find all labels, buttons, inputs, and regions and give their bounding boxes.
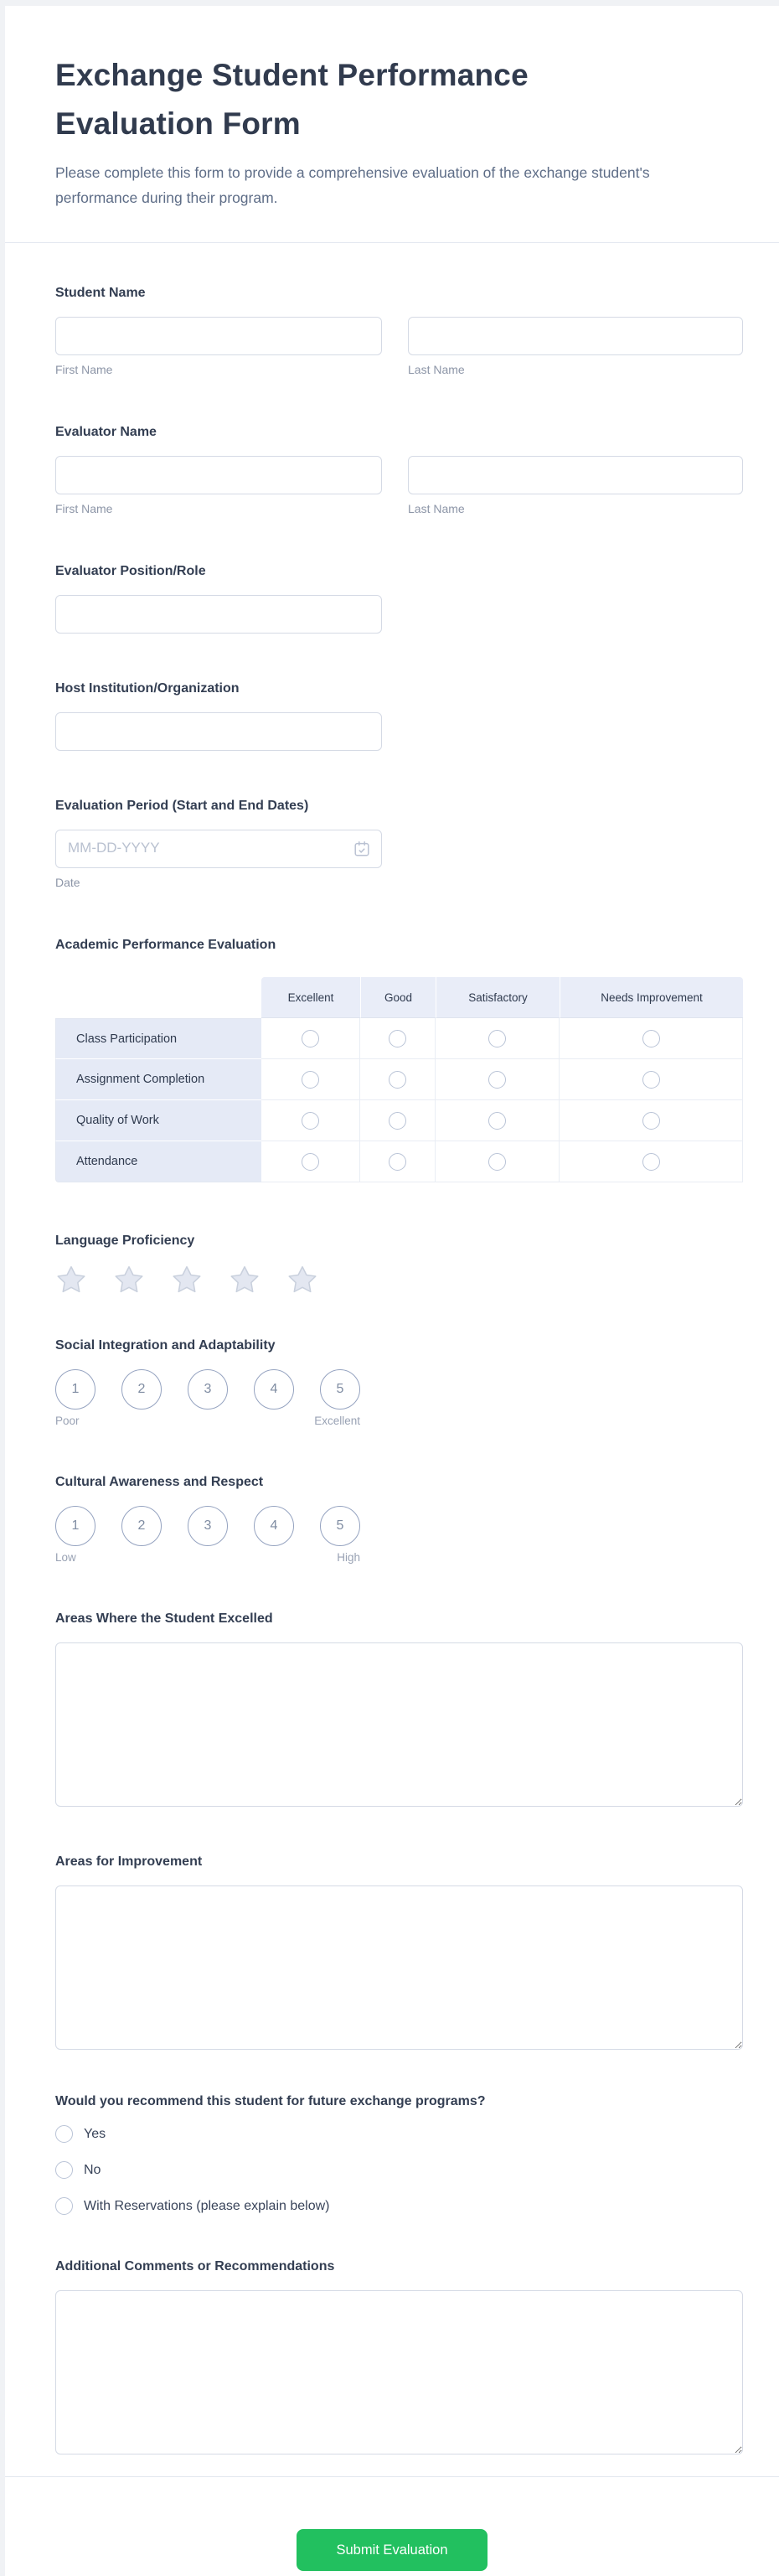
scale-option[interactable]: 3 [188,1369,228,1410]
radio-label: No [84,2163,101,2177]
matrix-cell [360,1141,436,1182]
matrix-row-header: Quality of Work [55,1100,261,1141]
matrix-radio[interactable] [642,1030,660,1047]
field-recommend [55,2093,743,2215]
matrix-radio[interactable] [488,1030,506,1047]
field-label: Host Institution/Organization [55,681,240,696]
field-label: Areas for Improvement [55,1854,203,1869]
star-icon[interactable] [229,1265,261,1296]
evaluator-last-name-input[interactable] [408,456,743,494]
star-icon[interactable] [55,1265,87,1296]
matrix-cell [436,1141,560,1182]
matrix-radio[interactable] [389,1153,406,1171]
field-student-name [55,285,743,377]
numeric-scale [55,1506,743,1546]
radio-option-yes[interactable] [55,2125,743,2143]
matrix-radio[interactable] [642,1112,660,1130]
form-body [5,285,779,2454]
radio-option-with-reservations[interactable] [55,2197,743,2215]
matrix-cell [560,1059,743,1100]
field-areas-improvement [55,1854,743,2050]
page-title: Exchange Student Performance Evaluation Form [55,58,529,141]
scale-option[interactable]: 4 [254,1369,294,1410]
field-label: Social Integration and Adaptability [55,1338,276,1353]
last-name-sublabel: Last Name [408,363,465,376]
matrix-radio[interactable] [302,1153,319,1171]
student-first-name-input[interactable] [55,317,382,355]
field-label: Cultural Awareness and Respect [55,1475,264,1489]
star-icon[interactable] [286,1265,318,1296]
scale-option[interactable]: 5 [320,1369,360,1410]
field-language-proficiency [55,1233,743,1296]
field-label: Student Name [55,286,146,300]
first-name-sublabel: First Name [55,363,113,376]
matrix-radio[interactable] [488,1071,506,1089]
matrix-radio[interactable] [488,1153,506,1171]
field-evaluator-name [55,424,743,516]
field-academic-matrix [55,937,743,1182]
evaluator-first-name-input[interactable] [55,456,382,494]
star-icon[interactable] [113,1265,145,1296]
scale-left-label: Low [55,1551,76,1564]
matrix-cell [560,1018,743,1059]
matrix-row-header: Assignment Completion [55,1059,261,1100]
field-label: Academic Performance Evaluation [55,938,276,952]
matrix-corner-cell [55,977,261,1018]
matrix-row-header: Class Participation [55,1018,261,1059]
matrix-radio[interactable] [488,1112,506,1130]
field-host-institution [55,680,743,751]
matrix-radio[interactable] [642,1153,660,1171]
last-name-sublabel: Last Name [408,502,465,515]
field-label: Would you recommend this student for future exchange programs? [55,2094,486,2108]
matrix-radio[interactable] [389,1112,406,1130]
star-rating [55,1265,743,1296]
field-label: Additional Comments or Recommendations [55,2259,335,2273]
field-label: Language Proficiency [55,1234,195,1248]
additional-comments-textarea[interactable] [55,2290,743,2454]
field-additional-comments [55,2258,743,2454]
matrix-cell [360,1018,436,1059]
matrix-cell [560,1100,743,1141]
matrix-radio[interactable] [642,1071,660,1089]
form-card [5,6,779,2576]
star-icon[interactable] [171,1265,203,1296]
field-label: Evaluator Position/Role [55,564,206,578]
evaluation-date-input[interactable] [55,830,382,868]
matrix-radio[interactable] [302,1030,319,1047]
scale-left-label: Poor [55,1415,80,1427]
matrix-row-header: Attendance [55,1141,261,1182]
field-label: Areas Where the Student Excelled [55,1611,273,1626]
areas-improvement-textarea[interactable] [55,1885,743,2050]
evaluator-position-input[interactable] [55,595,382,634]
matrix-cell [261,1018,360,1059]
matrix-cell [436,1059,560,1100]
date-sublabel: Date [55,876,80,889]
radio-icon[interactable] [55,2161,73,2179]
field-label: Evaluation Period (Start and End Dates) [55,799,309,813]
areas-excelled-textarea[interactable] [55,1642,743,1807]
field-label: Evaluator Name [55,425,157,439]
matrix-column-header: Needs Improvement [560,977,743,1018]
form-description: Please complete this form to provide a comprehensive evaluation of the exchange student's performance during their program. [55,164,650,206]
radio-label: Yes [84,2127,106,2141]
field-evaluator-position [55,563,743,634]
first-name-sublabel: First Name [55,502,113,515]
matrix-cell [261,1141,360,1182]
matrix-radio[interactable] [389,1071,406,1089]
scale-option[interactable]: 3 [188,1506,228,1546]
form-header [5,51,779,210]
divider [5,2476,779,2477]
field-evaluation-period [55,798,743,890]
field-areas-excelled [55,1611,743,1807]
student-last-name-input[interactable] [408,317,743,355]
radio-label: With Reservations (please explain below) [84,2199,330,2213]
evaluation-matrix [55,977,743,1182]
divider [5,242,779,243]
matrix-cell [360,1100,436,1141]
numeric-scale [55,1369,743,1410]
matrix-cell [560,1141,743,1182]
scale-option[interactable]: 5 [320,1506,360,1546]
scale-option[interactable]: 1 [55,1369,95,1410]
scale-option[interactable]: 1 [55,1506,95,1546]
radio-icon[interactable] [55,2125,73,2143]
scale-option[interactable]: 4 [254,1506,294,1546]
matrix-cell [436,1018,560,1059]
matrix-radio[interactable] [302,1071,319,1089]
field-social-integration [55,1337,743,1427]
radio-option-no[interactable] [55,2161,743,2179]
matrix-cell [436,1100,560,1141]
matrix-cell [261,1100,360,1141]
matrix-radio[interactable] [302,1112,319,1130]
scale-option[interactable]: 2 [121,1369,162,1410]
matrix-radio[interactable] [389,1030,406,1047]
form-footer [5,2529,779,2571]
matrix-column-header: Good [360,977,436,1018]
matrix-cell [261,1059,360,1100]
matrix-column-header: Excellent [261,977,360,1018]
host-institution-input[interactable] [55,712,382,751]
radio-icon[interactable] [55,2197,73,2215]
scale-right-label: High [337,1551,360,1564]
matrix-column-header: Satisfactory [436,977,560,1018]
matrix-cell [360,1059,436,1100]
submit-button[interactable]: Submit Evaluation [297,2529,488,2571]
field-cultural-awareness [55,1474,743,1564]
scale-right-label: Excellent [314,1415,360,1427]
scale-option[interactable]: 2 [121,1506,162,1546]
